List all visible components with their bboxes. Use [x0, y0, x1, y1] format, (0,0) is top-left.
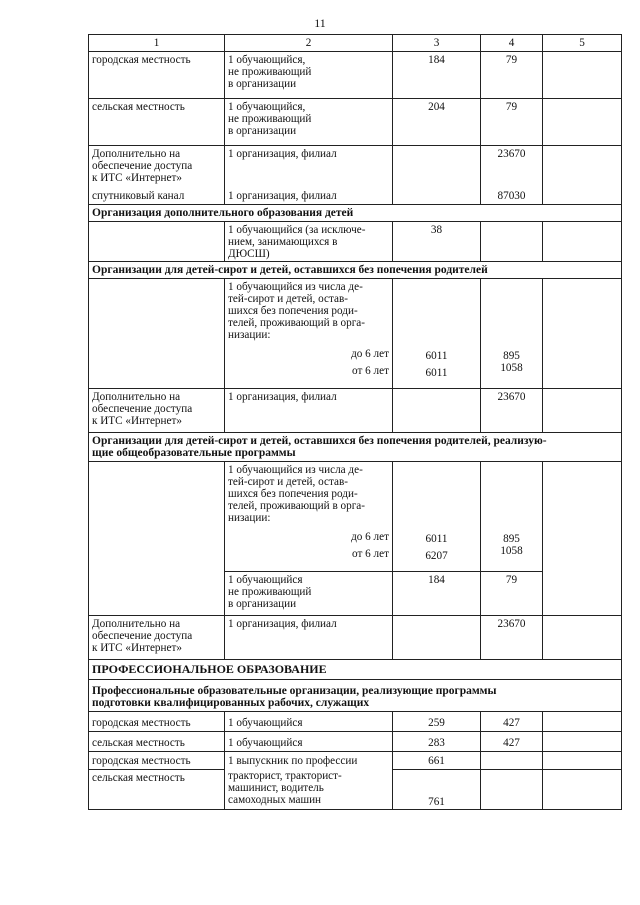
unit-cell: 1 обучающийся (за исключе- нием, занимающихся в ДЮСШ) [225, 222, 393, 262]
value-col3: 6011 6207 [393, 462, 481, 572]
unit-cell: 1 обучающийся [225, 712, 393, 732]
header-col-5: 5 [543, 35, 622, 52]
section-row [89, 660, 622, 680]
value-col4: 79 [481, 99, 543, 146]
value-col3: 6011 6011 [393, 279, 481, 389]
section-row [89, 205, 622, 222]
section-heading: ПРОФЕССИОНАЛЬНОЕ ОБРАЗОВАНИЕ [89, 660, 622, 680]
value-col3: 204 [393, 99, 481, 146]
table-row [89, 222, 622, 262]
unit-cell: 1 обучающийся из числа де- тей-сирот и детей, остав- шихся без попечения роди- телей, проживающий в орга- низации: до 6 лет от 6 лет [225, 462, 393, 572]
area-cell: городская местность [89, 712, 225, 732]
value-col4: 79 [481, 52, 543, 99]
table-header-row [89, 35, 622, 52]
unit-cell: 1 выпускник по профессии [225, 752, 393, 770]
section-heading: Организации для детей-сирот и детей, оставшихся без попечения родителей [89, 262, 622, 279]
table-row [89, 616, 622, 660]
table-row [89, 146, 622, 190]
unit-cell: 1 организация, филиал [225, 389, 393, 433]
header-col-1: 1 [89, 35, 225, 52]
area-cell: сельская местность [89, 732, 225, 752]
area-cell: Дополнительно на обеспечение доступа к ИТС «Интернет» [89, 389, 225, 433]
value-col4: 427 [481, 712, 543, 732]
table-row [89, 99, 622, 146]
unit-cell: тракторист, тракторист- машинист, водитель самоходных машин [225, 770, 393, 810]
value-col3: 661 [393, 752, 481, 770]
table-row [89, 732, 622, 752]
table-row [89, 712, 622, 732]
value-col3: 761 [393, 770, 481, 810]
value-col4: 895 1058 [481, 279, 543, 389]
unit-cell: 1 обучающийся не проживающий в организации [225, 572, 393, 616]
unit-cell: 1 обучающийся, не проживающий в организации [225, 99, 393, 146]
section-row [89, 433, 622, 462]
section-row [89, 262, 622, 279]
table-row [89, 190, 622, 205]
area-cell: городская местность [89, 52, 225, 99]
area-cell: спутниковый канал [89, 190, 225, 205]
unit-cell: 1 организация, филиал [225, 190, 393, 205]
value-col3: 184 [393, 572, 481, 616]
value-col4: 87030 [481, 190, 543, 205]
area-cell: городская местность [89, 752, 225, 770]
table-row [89, 52, 622, 99]
table-row [89, 462, 622, 572]
area-cell: сельская местность [89, 99, 225, 146]
area-cell: сельская местность [89, 770, 225, 810]
value-col4: 427 [481, 732, 543, 752]
value-col3: 184 [393, 52, 481, 99]
area-cell: Дополнительно на обеспечение доступа к ИТС «Интернет» [89, 616, 225, 660]
value-col4: 23670 [481, 616, 543, 660]
value-col3: 259 [393, 712, 481, 732]
section-heading: Организация дополнительного образования детей [89, 205, 622, 222]
table-row [89, 752, 622, 770]
unit-cell: 1 организация, филиал [225, 616, 393, 660]
section-row [89, 680, 622, 712]
value-col3: 38 [393, 222, 481, 262]
unit-cell: 1 обучающийся из числа де- тей-сирот и детей, остав- шихся без попечения роди- телей, проживающий в орга- низации: до 6 лет от 6 лет [225, 279, 393, 389]
section-heading: Профессиональные образовательные организации, реализующие программы подготовки квалифицированных рабочих, служащих [89, 680, 622, 712]
table-row [89, 572, 622, 616]
value-col3: 283 [393, 732, 481, 752]
value-col4: 23670 [481, 389, 543, 433]
tariff-table [88, 34, 622, 810]
header-col-2: 2 [225, 35, 393, 52]
unit-cell: 1 обучающийся, не проживающий в организации [225, 52, 393, 99]
header-col-4: 4 [481, 35, 543, 52]
table-row [89, 279, 622, 389]
value-col4: 79 [481, 572, 543, 616]
value-col4: 23670 [481, 146, 543, 190]
area-cell: Дополнительно на обеспечение доступа к ИТС «Интернет» [89, 146, 225, 190]
table-row [89, 770, 622, 810]
header-col-3: 3 [393, 35, 481, 52]
section-heading: Организации для детей-сирот и детей, оставшихся без попечения родителей, реализую- щие общеобразовательные программы [89, 433, 622, 462]
value-col4: 895 1058 [481, 462, 543, 572]
page-number: 11 [314, 16, 326, 30]
unit-cell: 1 организация, филиал [225, 146, 393, 190]
table-row [89, 389, 622, 433]
unit-cell: 1 обучающийся [225, 732, 393, 752]
